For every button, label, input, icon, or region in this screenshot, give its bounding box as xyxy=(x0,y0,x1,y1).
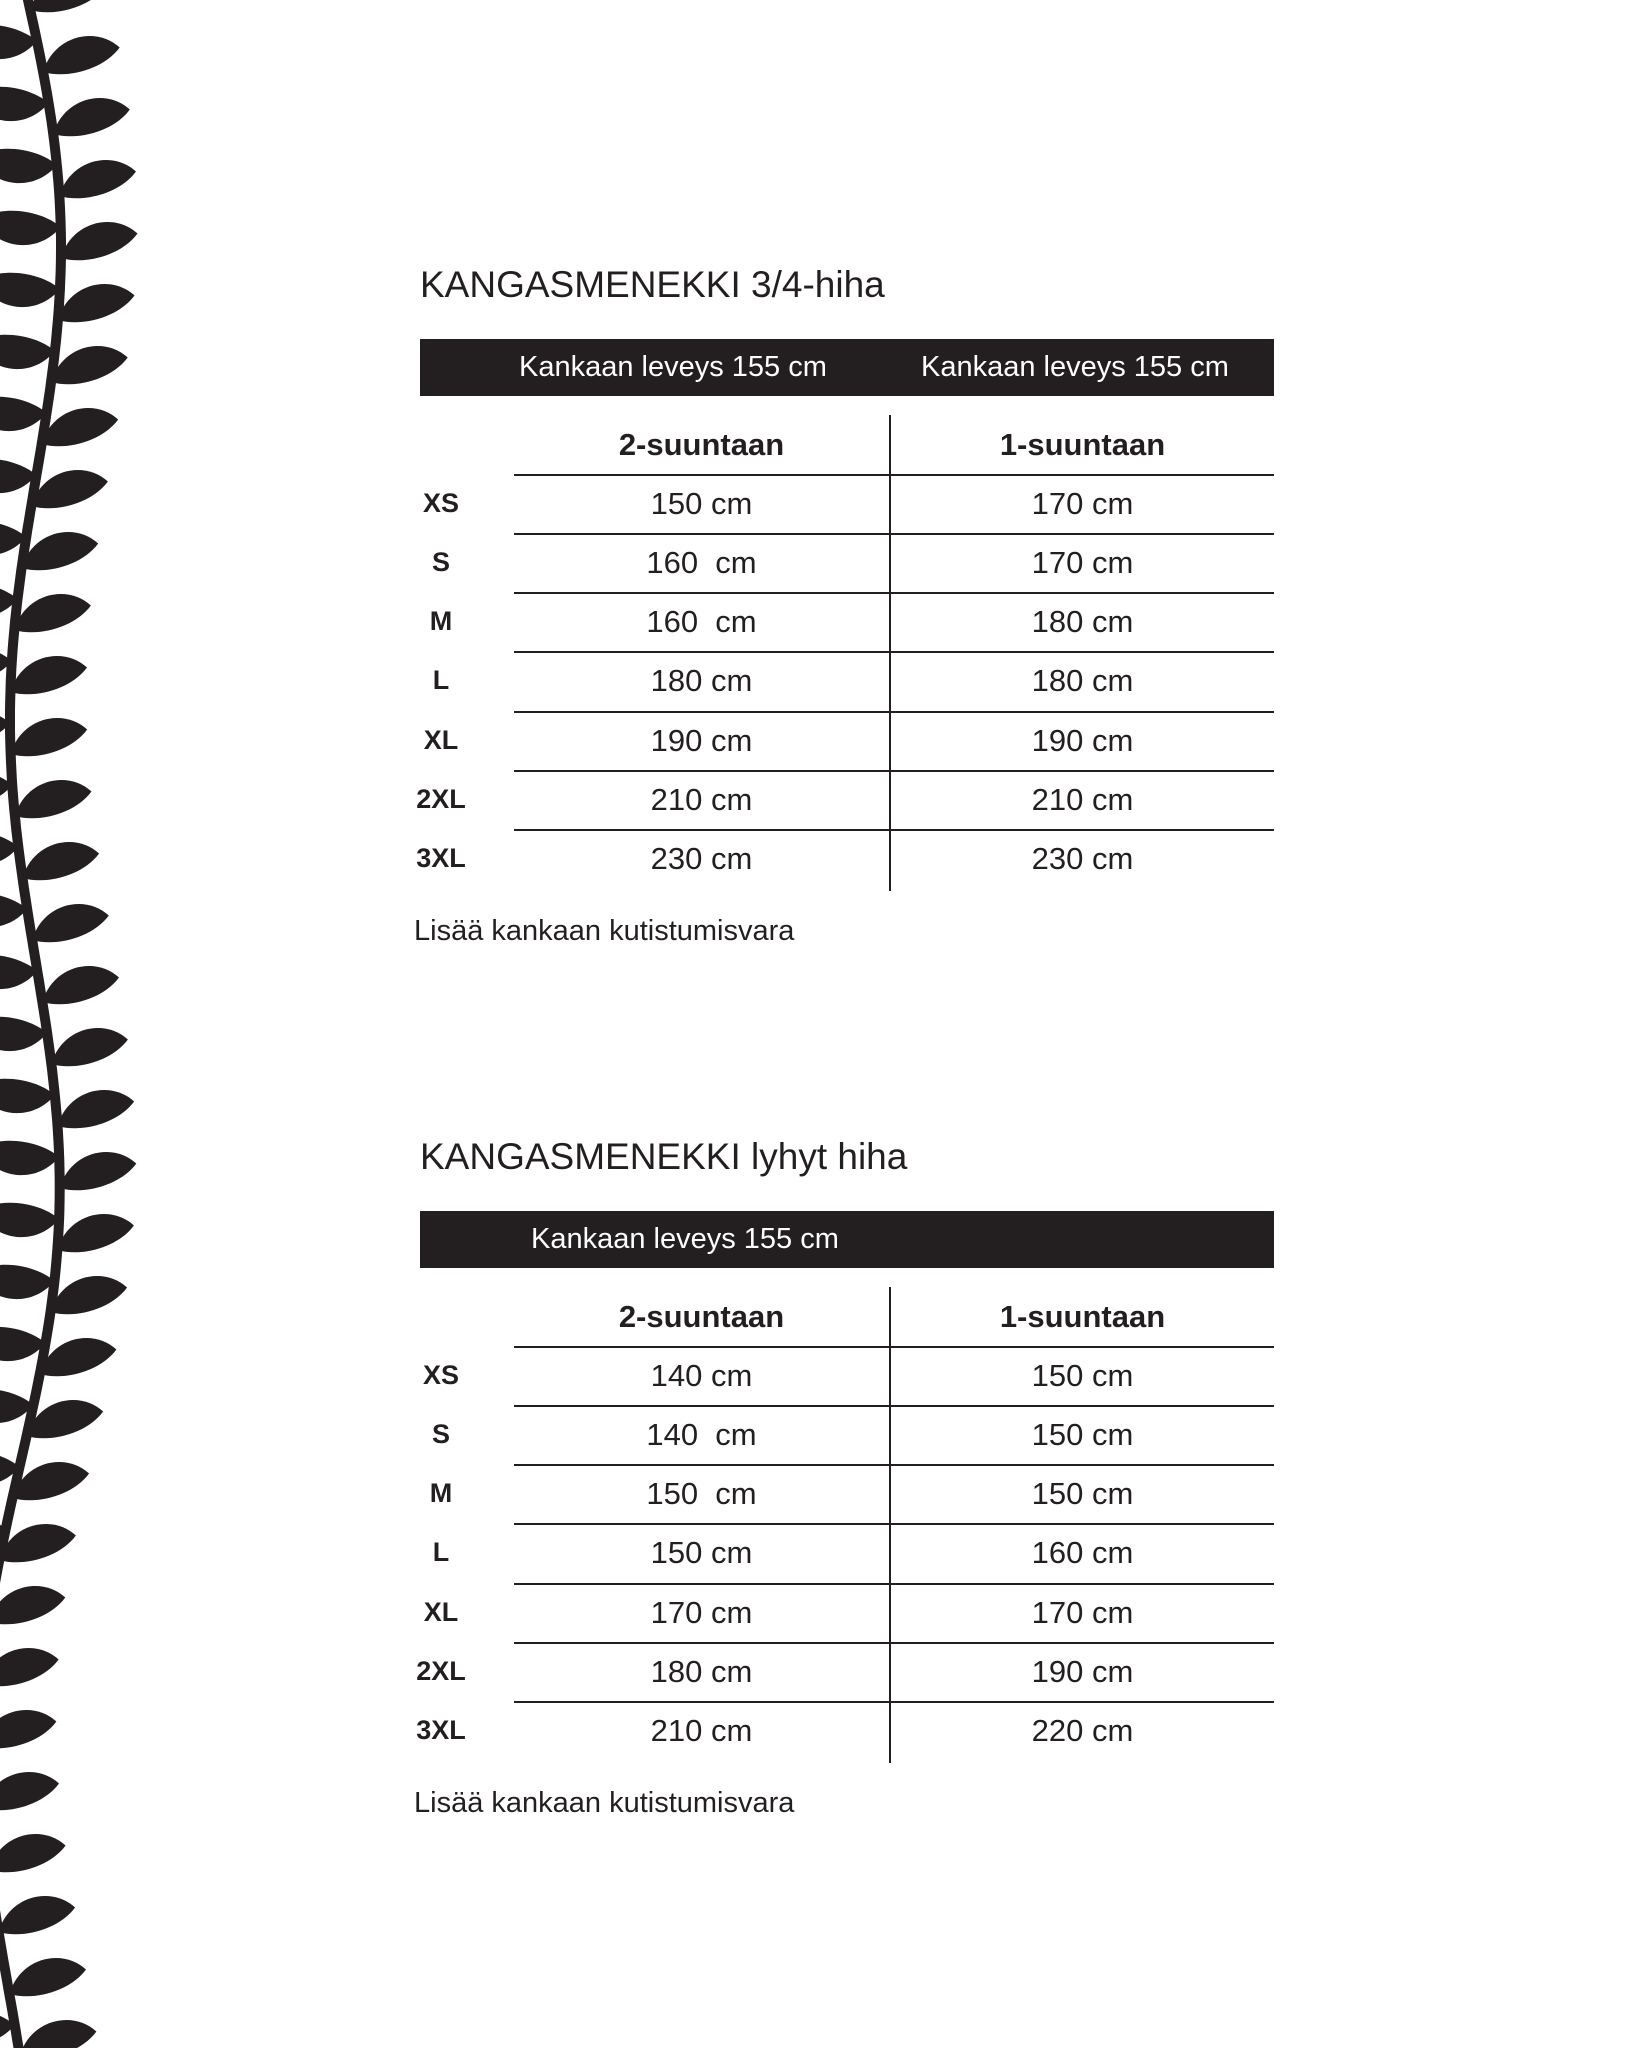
fabric-amount-two-way: 210 cm xyxy=(650,1713,753,1748)
table-row xyxy=(420,1583,1274,1642)
leaf-icon xyxy=(5,711,90,761)
leaf-icon xyxy=(52,277,137,327)
size-label: 2XL xyxy=(416,1656,466,1686)
fabric-amount-one-way: 210 cm xyxy=(1031,782,1134,817)
fabric-amount-one-way: 220 cm xyxy=(1031,1713,1134,1748)
fabric-amount-two-way: 140 cm xyxy=(646,1417,757,1452)
leaf-icon xyxy=(0,1889,78,1939)
table-row xyxy=(420,651,1274,710)
fabric-amount-two-way: 170 cm xyxy=(650,1595,753,1630)
leaf-icon xyxy=(55,215,140,265)
fabric-amount-two-way: 180 cm xyxy=(650,663,753,698)
vine-leaves xyxy=(0,0,141,2048)
fabric-amount-two-way: 160 cm xyxy=(646,545,757,580)
table-row xyxy=(420,1346,1274,1405)
fabric-amount-one-way: 170 cm xyxy=(1031,486,1134,521)
fabric-width-label: Kankaan leveys 155 cm xyxy=(921,351,1229,383)
fabric-amount-one-way: 150 cm xyxy=(1031,1476,1134,1511)
leaf-icon xyxy=(0,1195,61,1245)
size-label: XS xyxy=(422,488,460,518)
fabric-width-header-bar xyxy=(420,1211,1274,1268)
leaf-icon xyxy=(25,0,110,17)
leaf-icon xyxy=(0,1641,62,1691)
size-label: 3XL xyxy=(416,1715,466,1745)
table-row xyxy=(420,711,1274,770)
table-row xyxy=(420,1405,1274,1464)
leaf-icon xyxy=(38,29,123,79)
fabric-amount-one-way: 180 cm xyxy=(1031,663,1134,698)
size-label: S xyxy=(431,1419,450,1449)
column-header-one-way: 1-suuntaan xyxy=(999,427,1166,462)
leaf-icon xyxy=(9,773,94,823)
size-label: 3XL xyxy=(416,843,466,873)
leaf-icon xyxy=(0,1133,61,1183)
fabric-width-header-bar xyxy=(420,339,1274,396)
fabric-amount-two-way: 160 cm xyxy=(646,604,757,639)
leaf-icon xyxy=(0,1071,56,1121)
size-label: XL xyxy=(423,725,459,755)
leaf-icon xyxy=(0,1517,79,1567)
leaf-icon xyxy=(27,897,112,947)
section-title: KANGASMENEKKI 3/4-hiha xyxy=(420,264,885,305)
leaf-icon xyxy=(4,1951,89,2001)
leaf-icon xyxy=(54,1145,139,1195)
size-label: M xyxy=(429,1478,453,1508)
fabric-amount-two-way: 150 cm xyxy=(650,486,753,521)
shrinkage-note: Lisää kankaan kutistumisvara xyxy=(414,915,795,947)
leaf-icon xyxy=(0,141,58,191)
size-label: XL xyxy=(423,1597,459,1627)
fabric-amount-one-way: 150 cm xyxy=(1031,1358,1134,1393)
fabric-amount-one-way: 190 cm xyxy=(1031,1654,1134,1689)
section-title: KANGASMENEKKI lyhyt hiha xyxy=(420,1136,908,1177)
table-row xyxy=(420,1464,1274,1523)
size-label: 2XL xyxy=(416,784,466,814)
fabric-amount-two-way: 150 cm xyxy=(650,1535,753,1570)
table-row xyxy=(420,533,1274,592)
fabric-width-label: Kankaan leveys 155 cm xyxy=(531,1223,839,1255)
column-header-one-way: 1-suuntaan xyxy=(999,1299,1166,1334)
fabric-amount-one-way: 190 cm xyxy=(1031,723,1134,758)
leaf-icon xyxy=(52,1207,137,1257)
fabric-amount-two-way: 210 cm xyxy=(650,782,753,817)
table-row xyxy=(416,770,1274,829)
leaf-vine-icon xyxy=(0,0,240,2048)
table-row xyxy=(420,592,1274,651)
fabric-amount-one-way: 170 cm xyxy=(1031,545,1134,580)
fabric-amount-one-way: 170 cm xyxy=(1031,1595,1134,1630)
fabric-amount-one-way: 180 cm xyxy=(1031,604,1134,639)
size-label: S xyxy=(431,547,450,577)
leaf-icon xyxy=(5,649,90,699)
leaf-icon xyxy=(52,1083,137,1133)
leaf-icon xyxy=(0,265,61,315)
fabric-amount-two-way: 150 cm xyxy=(646,1476,757,1511)
leaf-icon xyxy=(14,2013,99,2048)
column-header-two-way: 2-suuntaan xyxy=(618,1299,785,1334)
table-row xyxy=(420,1523,1274,1582)
leaf-icon xyxy=(0,1703,60,1753)
size-label: L xyxy=(432,665,450,695)
leaf-icon xyxy=(0,203,62,253)
fabric-amount-one-way: 150 cm xyxy=(1031,1417,1134,1452)
fabric-amount-two-way: 180 cm xyxy=(650,1654,753,1689)
leaf-icon xyxy=(17,835,102,885)
shrinkage-note: Lisää kankaan kutistumisvara xyxy=(414,1787,795,1819)
fabric-amount-two-way: 230 cm xyxy=(650,841,753,876)
fabric-amount-one-way: 230 cm xyxy=(1031,841,1134,876)
size-label: L xyxy=(432,1537,450,1567)
size-label: M xyxy=(429,606,453,636)
leaf-icon xyxy=(0,1827,69,1877)
leaf-icon xyxy=(46,1021,131,1071)
leaf-icon xyxy=(54,153,139,203)
leaf-icon xyxy=(48,91,133,141)
fabric-amount-two-way: 140 cm xyxy=(650,1358,753,1393)
size-label: XS xyxy=(422,1360,460,1390)
table-row xyxy=(416,829,1274,888)
leaf-icon xyxy=(0,1579,69,1629)
column-header-two-way: 2-suuntaan xyxy=(618,427,785,462)
leaf-icon xyxy=(37,959,122,1009)
leaf-icon xyxy=(0,1765,62,1815)
fabric-width-label: Kankaan leveys 155 cm xyxy=(519,351,827,383)
table-row xyxy=(420,474,1274,533)
table-row xyxy=(416,1701,1274,1760)
fabric-amount-two-way: 190 cm xyxy=(650,723,753,758)
table-row xyxy=(416,1642,1274,1701)
fabric-amount-one-way: 160 cm xyxy=(1031,1535,1134,1570)
